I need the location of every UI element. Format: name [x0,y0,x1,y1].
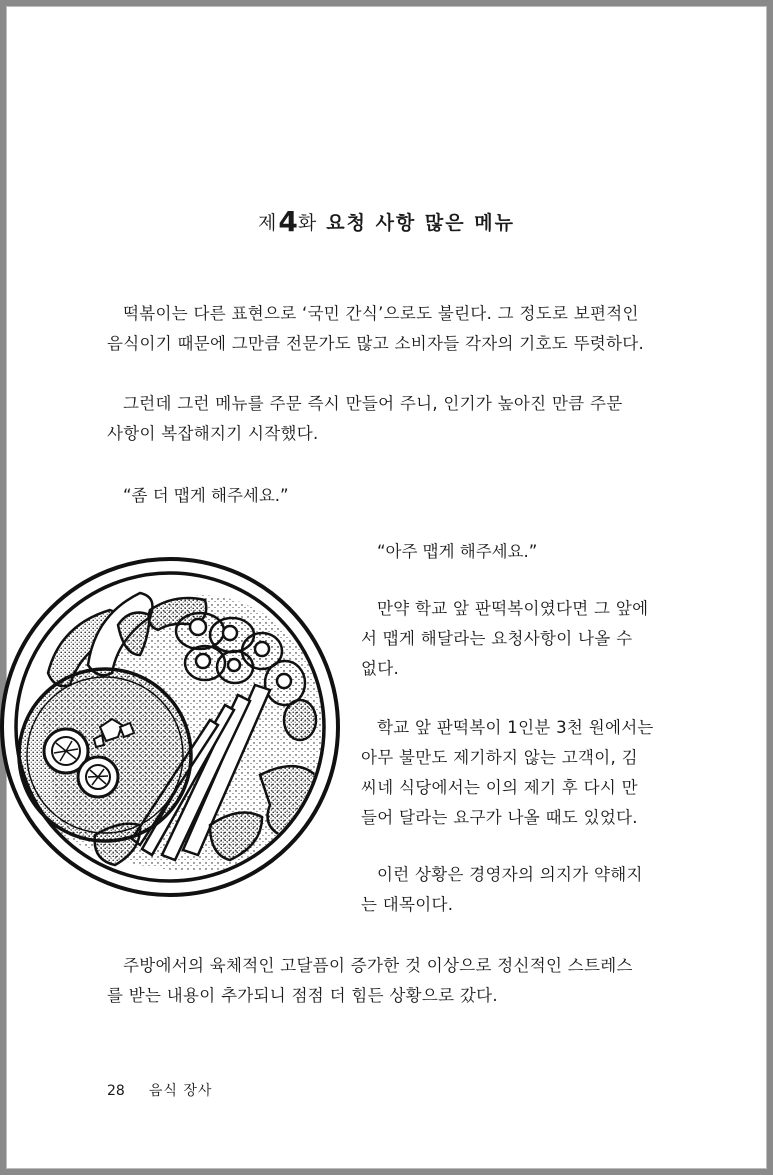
quote-line-1: “좀 더 맵게 해주세요.” [123,486,289,505]
text-line: 들어 달라는 요구가 나올 때도 있었다. [361,808,638,827]
text-line: 이런 상황은 경영자의 의지가 약해지 [377,865,643,884]
text-line: 만약 학교 앞 판떡복이였다면 그 앞에 [377,599,649,618]
paragraph-5 [361,860,671,920]
text-line: 학교 앞 판떡복이 1인분 3천 원에서는 [377,718,654,737]
chapter-title [0,205,773,238]
text-line: 없다. [361,659,400,678]
paragraph-6 [107,951,669,1011]
paragraph-1 [107,299,669,359]
paragraph-2 [107,389,669,449]
paragraph-4 [361,713,671,833]
page-footer [107,1080,212,1100]
text-line: 음식이기 때문에 그만큼 전문가도 많고 소비자들 각자의 기호도 뚜렷하다. [107,334,645,353]
text-line: 는 대목이다. [361,895,454,914]
text-line: 떡볶이는 다른 표현으로 ‘국민 간식’으로도 불린다. 그 정도로 보편적인 [123,304,639,323]
text-line: 사항이 복잡해지기 시작했다. [107,424,319,443]
text-line: 아무 불만도 제기하지 않는 고객이, 김 [361,748,638,767]
text-line: 를 받는 내용이 추가되니 점점 더 힘든 상황으로 갔다. [107,986,498,1005]
chapter-suffix: 화 [297,212,319,234]
quote-line-2: “아주 맵게 해주세요.” [377,542,538,561]
chapter-number: 4 [278,205,298,238]
section-name: 음식 장사 [148,1083,213,1099]
page-number: 28 [107,1083,125,1099]
paragraph-3 [361,594,671,684]
chapter-prefix: 제 [258,212,279,234]
text-line: 주방에서의 육체적인 고달픔이 증가한 것 이상으로 정신적인 스트레스 [123,956,633,975]
chapter-heading: 요청 사항 많은 메뉴 [326,212,515,234]
text-line: 씨네 식당에서는 이의 제기 후 다시 만 [361,778,638,797]
text-line: 서 맵게 해달라는 요청사항이 나올 수 [361,629,633,648]
tteokbokki-bowl-illustration [0,555,345,900]
text-line: 그런데 그런 메뉴를 주문 즉시 만들어 주니, 인기가 높아진 만큼 주문 [123,394,623,413]
